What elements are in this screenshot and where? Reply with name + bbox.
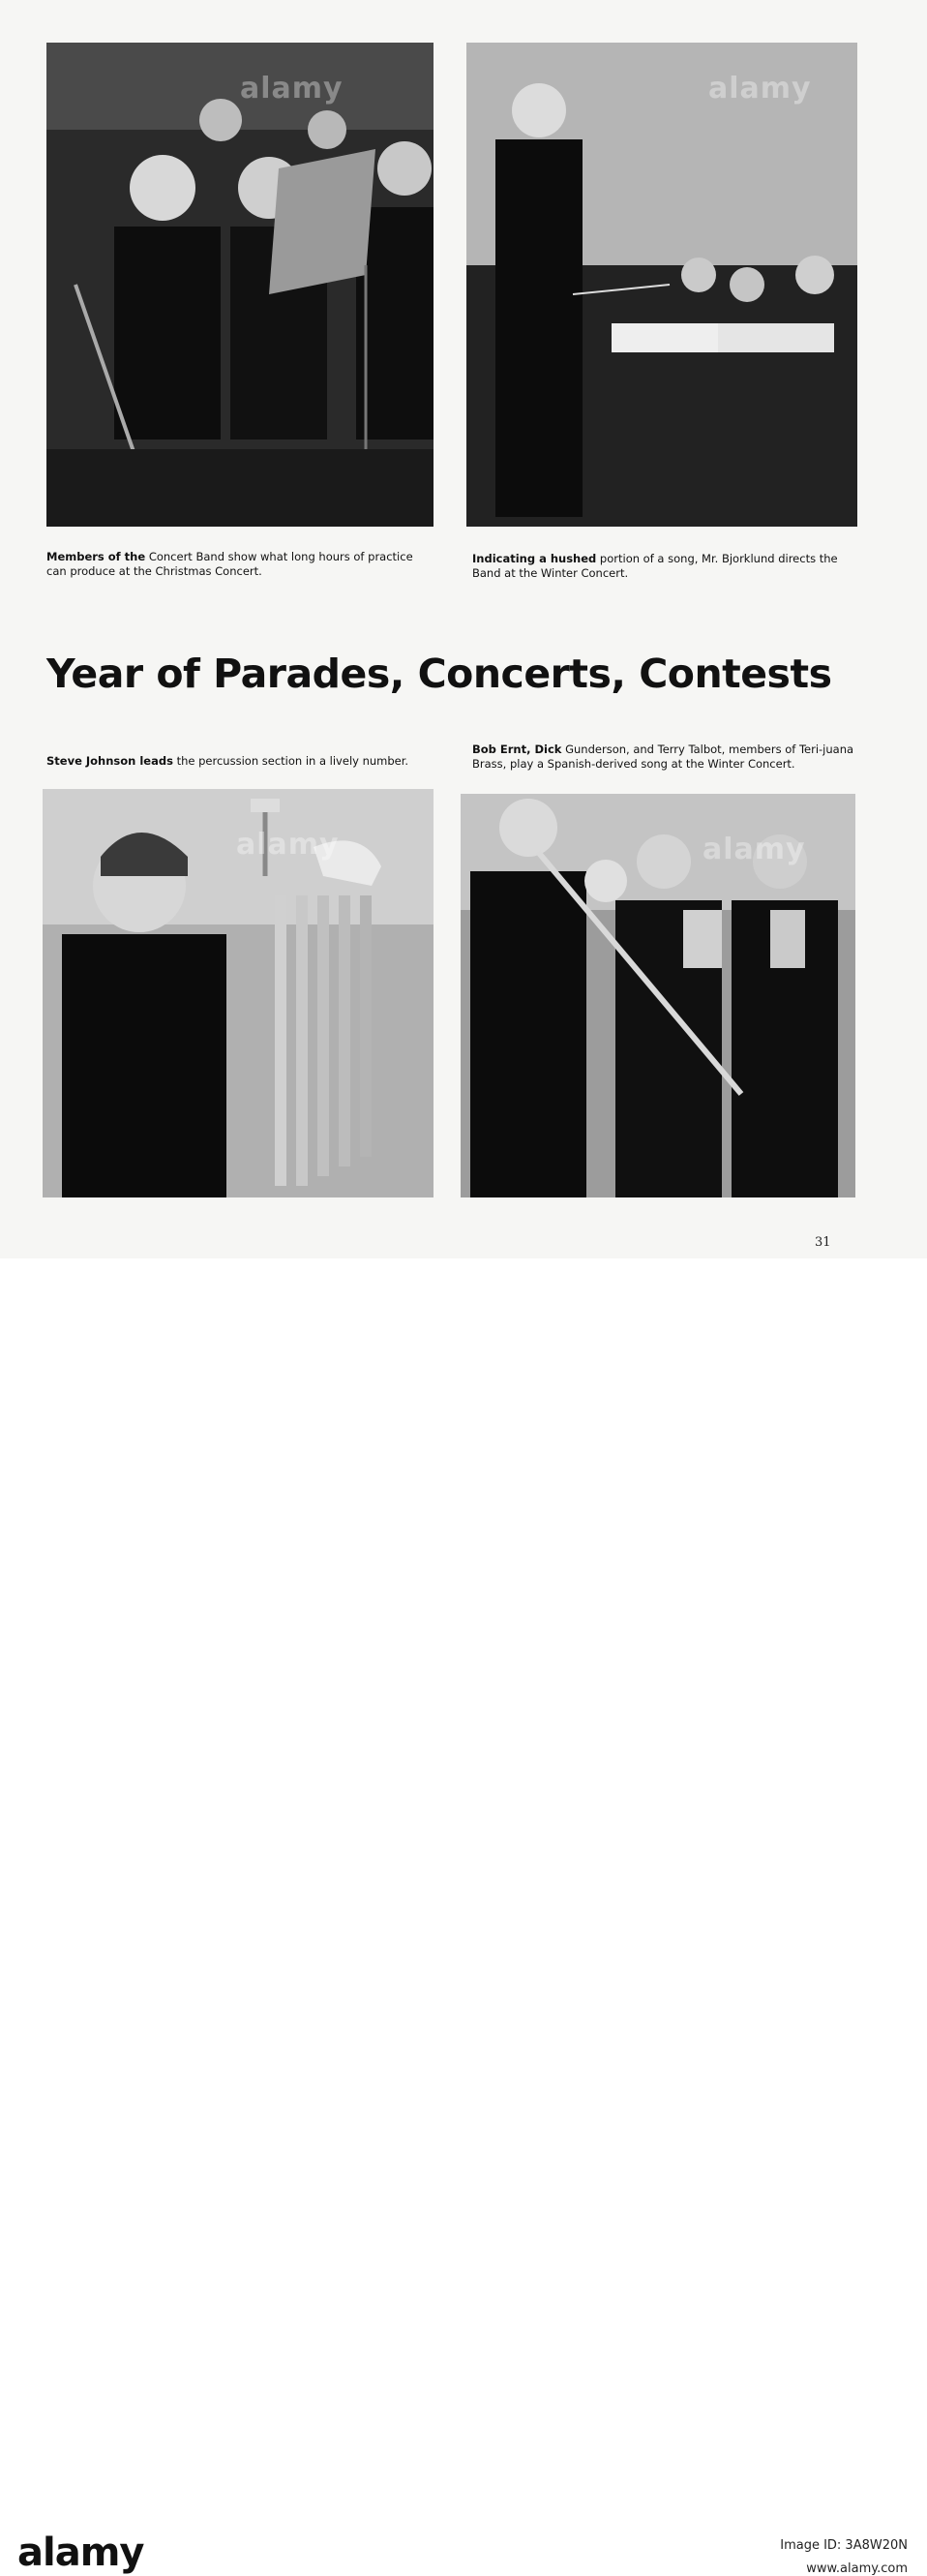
band-director-conducting-photo [466,43,857,527]
caption-top-left [46,550,434,579]
page-number: 31 [815,1235,831,1250]
watermark: alamy [240,72,344,106]
caption-bottom-right [472,742,857,772]
caption-lead: Indicating a hushed [472,552,597,565]
caption-lead: Bob Ernt, Dick [472,742,562,756]
watermark: alamy [236,828,340,862]
caption-top-right [472,552,857,581]
image-id-text: Image ID: 3A8W20N [780,2538,908,2553]
caption-body: portion of a song, Mr. Bjorklund directs the Band at the Winter Concert. [472,552,838,580]
caption-body: Gunderson, and Terry Talbot, members of Teri-juana Brass, play a Spanish-derived song at the Winter Concert. [472,742,854,771]
caption-body: Concert Band show what long hours of practice can produce at the Christmas Concert. [46,550,413,578]
caption-body: the percussion section in a lively number. [172,754,409,768]
alamy-logo: alamy [17,2531,144,2575]
yearbook-page [0,0,927,1258]
concert-band-clarinets-photo [46,43,434,527]
watermark: alamy [708,72,812,106]
brass-trio-photo [461,794,855,1197]
director-photo-illustration [466,43,857,527]
stock-footer-bar [0,1258,927,2576]
caption-bottom-left [46,754,434,769]
caption-lead: Steve Johnson leads [46,754,173,768]
percussion-chimes-photo [43,789,434,1197]
page-headline: Year of Parades, Concerts, Contests [46,651,832,697]
watermark: alamy [703,833,806,866]
band-photo-illustration [46,43,434,527]
site-url-text: www.alamy.com [806,2561,908,2576]
caption-lead: Members of the [46,550,146,563]
